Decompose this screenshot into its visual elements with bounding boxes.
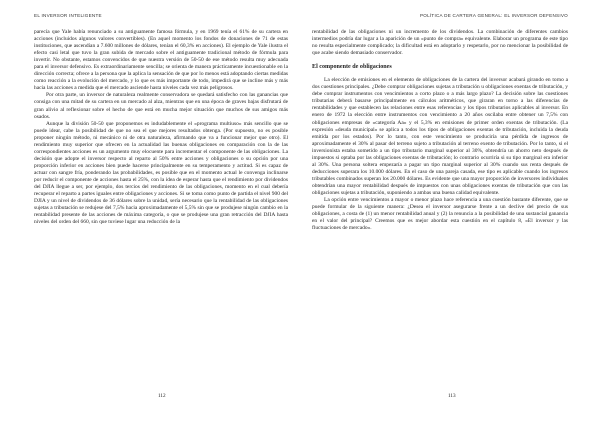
left-paragraph-2: Por otra parte, un inversor de naturaleza realmente conservadora se quedará satisfecho con las ganancias que consiga con una mitad de su cartera en un mercado al alza, mientras que en una época de graves bajas disfrutará de gran alivio al reflexionar sobre el hecho de que está en mucha mejor situación que muchos de sus amigos más osados. [34, 92, 288, 120]
left-running-head: EL INVERSOR INTELIGENTE [34, 13, 102, 18]
left-body-text [34, 29, 288, 226]
right-page-number: 113 [448, 393, 456, 399]
right-running-head: POLÍTICA DE CARTERA GENERAL: EL INVERSOR DEFENSIVO [419, 13, 568, 18]
right-page [300, 0, 600, 424]
right-body-text [312, 29, 568, 232]
section-heading: El componente de obligaciones [312, 64, 392, 71]
left-page-number: 112 [158, 393, 166, 399]
right-paragraph-1: rentabilidad de las obligaciones ni un incremento de los dividendos. La combinación de diferentes cambios intermedios podría dar lugar a la aparición de un «punto de compra» equivalente. Elaborar un programa de este tipo no resulta especialmente complicado; la dificultad está en adoptarlo y respetarlo, por no mencionar la posibilidad de que acabe siendo demasiado conservador. [312, 29, 568, 57]
right-paragraph-2: La elección de emisiones en el elemento de obligaciones de la cartera del inversor acabará girando en torno a dos cuestiones principales. ¿Debe comprar obligaciones sujetas a tributación u obligaciones exentas de tributación, y debe comprar instrumentos con vencimientos a corto plazo o a más largo plazo? La decisión sobre las cuestiones tributarias deberá basarse principalmente en cálculos aritméticos, que giraran en torno a las diferencias de rentabilidades y que establecen las relaciones entre esas referencias y los tipos tributarios aplicables al inversor. En enero de 1972 la elección entre instrumentos con vencimiento a 20 años oscilaba entre obtener un 7,5% con obligaciones empresas de «categoría Aa» y el 5,3% en emisiones de primer orden exentas de tributación. (La expresión «deuda municipal» se aplica a todos los tipos de obligaciones exentas de tributación, incluida la deuda emitida por los estados). Por lo tanto, con este vencimiento se produciría una pérdida de ingresos de aproximadamente el 30% al pasar del terreno sujeto a tributación al terreno exento de tributación. Por lo tanto, si el inversionista estaba sometido a un tipo tributario marginal superior al 30%, obtendría un ahorro neto después de impuestos si optaba por las obligaciones exentas de tributación; lo contrario ocurriría si su tipo marginal era inferior al 30%. Una persona soltera empezaría a pagar un tipo marginal superior al 30% cuando sus renta después de deducciones superara los 10.000 dólares. En el caso de una pareja casada, ese tipo es aplicable cuando los ingresos tributables combinados superan los 20.000 dólares. Es evidente que una mayor proporción de inversores individuales obtendrían una mayor rentabilidad después de impuestos con unas obligaciones exentas de tributación que con las obligaciones sujetas a tributación, suponiendo a ambas una buena calidad equivalente. [312, 77, 568, 196]
left-paragraph-1: parecía que Yale había renunciado a su antiguamente famosa fórmula, y en 1969 tenía el 61% de su cartera en acciones (incluidos algunos valores convertibles). (En aquel momento los fondos de donaciones de 71 de estas instituciones, que ascendían a 7.600 millones de dólares, tenían el 60,3% en acciones). El ejemplo de Yale ilustra el efecto casi letal que tuvo la gran subida de mercado sobre el antiguamente tradicional método de fórmula para invertir. No obstante, estamos convencidos de que nuestra versión de 50-50 de ese método resulta muy adecuada para el inversor defensivo. Es extraordinariamente sencilla; se orienta de manera prácticamente incuestionable en la dirección correcta; ofrece a la persona que la aplica la sensación de que por lo menos está adoptando ciertas medidas como reacción a la evolución del mercado, y lo que es más importante de todo, impedirá que se incline más y más hacia las acciones a medida que el mercado asciende hasta niveles cada vez más peligrosos. [34, 29, 288, 92]
right-paragraph-3: La opción entre vencimientos a mayor o menor plazo hace referencia a una cuestión bastante diferente, que se puede formular de la siguiente manera: ¿Desea el inversor asegurarse frente a un declive del precio de sus obligaciones, a costa de (1) un menor rentabilidad anual y (2) la renuncia a la posibilidad de una sustancial ganancia en el valor del principal? Creemos que es mejor abordar esta cuestión en el capítulo 8, «El inversor y las fluctuaciones de mercado». [312, 197, 568, 232]
left-paragraph-3: Aunque la división 50-50 que proponemos es indudablemente el «programa multiuso» más sencillo que se puede idear, cabe la posibilidad de que no sea el que mejores resultados obtenga. (Por supuesto, no es posible proponer ningún método, ni mecánico ni de otra naturaleza, afirmando que va a funcionar mejor que otro). El rendimiento muy superior que ofrecen en la actualidad las buenas obligaciones en comparación con la de las correspondientes acciones es un argumento muy elocuente para incrementar el componente de las obligaciones. La decisión que adopte el inversor respecto al reparto al 50% entre acciones y obligaciones o su opción por una proporción inferior en acciones bien puede hacerse principalmente en su temperamento y actitud. Si es capaz de actuar con sangre fría, ponderando las probabilidades, es posible que en el momento actual le convenga inclinarse por reducir el componente de acciones hasta el 25%, con la idea de esperar hasta que el rendimiento por dividendos del DJIA llegue a ser, por ejemplo, dos tercios del rendimiento de las obligaciones, momento en el cual debería recuperar el reparto a partes iguales entre obligaciones y acciones. Si se toma como punto de partida el nivel 900 del DJIA y un nivel de dividendos de 36 dólares sobre la unidad, sería necesario que la rentabilidad de las obligaciones sujetas a tributación se redujese del 7,5% hacia aproximadamente el 5,5% sin que se produjese ningún cambio en la rentabilidad presente de las acciones de máxima categoría, o que se produjese una gran retracción del DJIA hasta niveles del orden del 660, sin que tuviese lugar una reducción de la [34, 120, 288, 226]
